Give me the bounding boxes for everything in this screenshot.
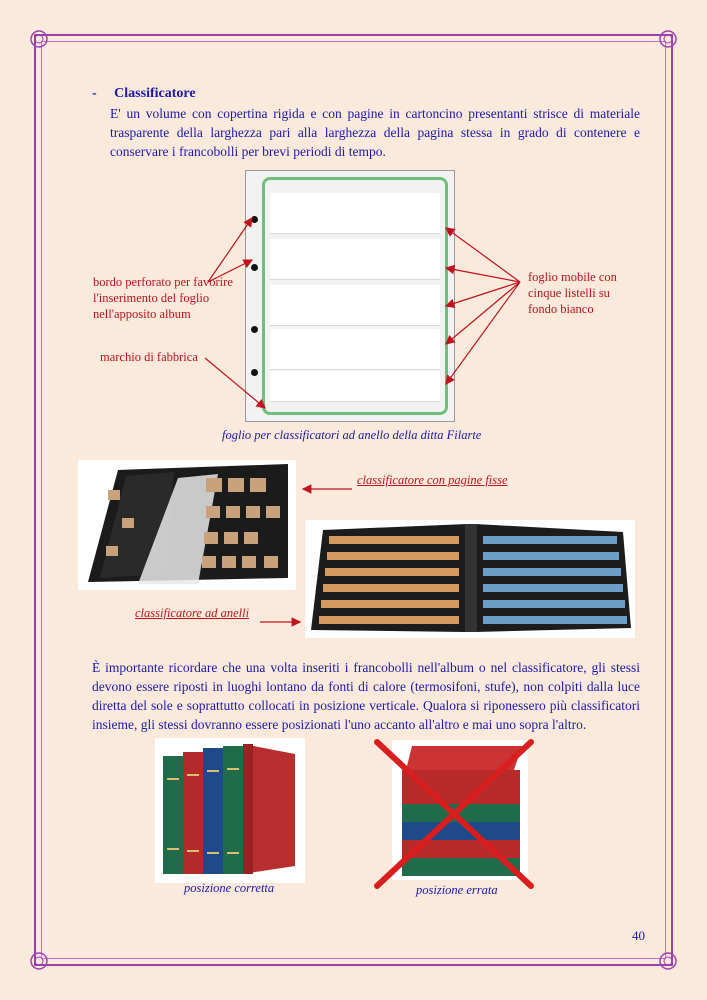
arrow-trademark — [205, 358, 265, 408]
arrow-perforation-2 — [208, 260, 252, 282]
caption-correct-position: posizione corretta — [184, 881, 275, 895]
label-trademark: marchio di fabbrica — [100, 350, 198, 364]
caption-ring-binder: classificatore ad anelli — [135, 606, 250, 620]
bullet-dash: - — [92, 86, 97, 101]
caption-fixed-pages: classificatore con pagine fisse — [357, 473, 508, 487]
arrow-strip-3 — [446, 282, 520, 306]
arrow-perforation-1 — [208, 218, 252, 282]
arrow-strip-2 — [446, 268, 520, 282]
arrow-strip-5 — [446, 282, 520, 384]
caption-wrong-position: posizione errata — [416, 883, 498, 897]
page-number: 40 — [632, 928, 645, 943]
figure1-caption: foglio per classificatori ad anello della ditta Filarte — [222, 428, 482, 442]
label-perforated-edge: bordo perforato per favorire l'inserimento del foglio nell'apposito album — [93, 275, 233, 321]
arrow-strip-4 — [446, 282, 520, 344]
section-title: Classificatore — [114, 86, 196, 101]
intro-paragraph: E' un volume con copertina rigida e con pagine in cartoncino presentanti strisce di materiale trasparente della larghezza pari alla larghezza della pagina stessa in grado di contenere e conservare i francobolli per brevi periodi di tempo. — [110, 106, 640, 159]
wrong-position-cross-icon — [377, 742, 531, 886]
storage-paragraph: È importante ricordare che una volta inseriti i francobolli nell'album o nel classificatore, gli stessi devono essere riposti in luoghi lontano da fonti di calore (termosifoni, stufe), non colpiti dalla luce diretta del sole e soprattutto collocati in posizione verticale. Qualora si riponessero più classificatori insieme, gli stessi dovranno essere posizionati l'uno accanto all'altro e mai uno sopra l'altro. — [92, 660, 640, 732]
arrow-strip-1 — [446, 228, 520, 282]
label-mobile-sheet: foglio mobile con cinque listelli su fondo bianco — [528, 270, 617, 316]
